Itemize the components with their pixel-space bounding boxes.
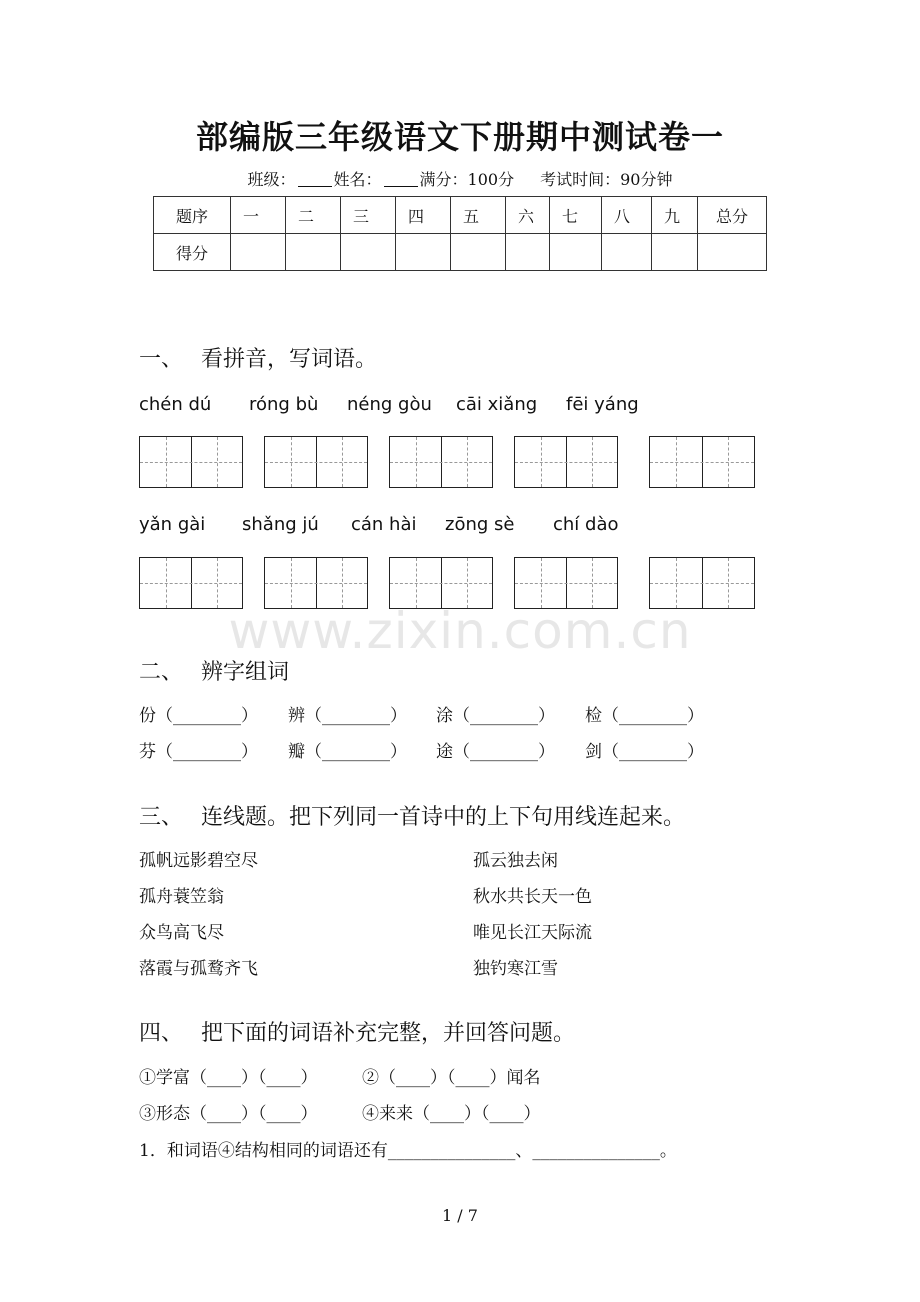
section2-heading (139, 655, 289, 686)
writing-grid[interactable] (649, 436, 755, 488)
section-title: 连线题。把下列同一首诗中的上下句用线连起来。 (201, 805, 686, 830)
score-cell[interactable] (506, 234, 550, 271)
page-title: 部编版三年级语文下册期中测试卷一 (195, 118, 724, 156)
name-blank (384, 172, 418, 187)
page-number: 1 / 7 (442, 1206, 478, 1225)
word-item: 途（________） (436, 742, 555, 762)
section-title: 把下面的词语补充完整，并回答问题。 (201, 1021, 576, 1046)
idiom-item: ①学富（____）（____） (139, 1068, 318, 1088)
score-table (153, 196, 767, 271)
score-cell[interactable] (451, 234, 506, 271)
poem-line-left[interactable]: 孤舟蓑笠翁 (139, 887, 224, 907)
writing-grid[interactable] (139, 436, 243, 488)
writing-grid[interactable] (264, 436, 368, 488)
word-item: 检（________） (585, 706, 704, 726)
score-table-score-row (154, 234, 767, 271)
writing-grid[interactable] (389, 436, 493, 488)
poem-line-left[interactable]: 落霞与孤鹜齐飞 (139, 959, 258, 979)
poem-line-left[interactable]: 众鸟高飞尽 (139, 923, 224, 943)
score-header-cell: 五 (451, 197, 506, 234)
score-header-cell: 四 (396, 197, 451, 234)
score-header-cell: 题序 (154, 197, 231, 234)
section-number: 二、 (139, 660, 184, 685)
question-1: 1．和词语④结构相同的词语还有_______________、_______________。 (139, 1141, 677, 1161)
score-cell[interactable] (396, 234, 451, 271)
poem-line-left[interactable]: 孤帆远影碧空尽 (139, 851, 258, 871)
score-header-cell: 七 (550, 197, 602, 234)
score-cell[interactable] (652, 234, 698, 271)
score-header-cell: 三 (341, 197, 396, 234)
class-blank (298, 172, 332, 187)
score-cell[interactable] (341, 234, 396, 271)
score-header-cell: 总分 (698, 197, 767, 234)
idiom-item: ②（____）（____）闻名 (362, 1068, 541, 1088)
pinyin-label: róng bù (249, 394, 319, 415)
word-item: 瓣（________） (288, 742, 407, 762)
name-label: 姓名： (333, 170, 382, 189)
section1-heading (139, 342, 377, 373)
section-title: 辨字组词 (201, 660, 290, 685)
score-header-cell: 二 (286, 197, 341, 234)
writing-grid[interactable] (514, 436, 618, 488)
idiom-item: ④来来（____）（____） (362, 1104, 541, 1124)
poem-line-right[interactable]: 孤云独去闲 (473, 851, 558, 871)
watermark: www.zixin.com.cn (228, 602, 692, 660)
poem-line-right[interactable]: 独钓寒江雪 (473, 959, 558, 979)
score-header-cell: 一 (231, 197, 286, 234)
score-cell[interactable] (698, 234, 767, 271)
score-cell[interactable] (602, 234, 652, 271)
pinyin-label: fēi yáng (566, 394, 639, 415)
class-label: 班级： (247, 170, 296, 189)
full-score: 满分：100分 (419, 170, 515, 189)
pinyin-label: yǎn gài (139, 514, 206, 535)
word-item: 份（________） (139, 706, 258, 726)
section-number: 四、 (139, 1021, 184, 1046)
word-item: 辨（________） (288, 706, 407, 726)
section4-heading (139, 1016, 575, 1047)
score-table-header-row (154, 197, 767, 234)
section3-heading (139, 800, 685, 831)
score-header-cell: 六 (506, 197, 550, 234)
score-row-label: 得分 (154, 234, 231, 271)
pinyin-label: chí dào (553, 514, 619, 535)
section-title: 看拼音，写词语。 (201, 347, 378, 372)
exam-info (0, 167, 920, 190)
pinyin-label: cāi xiǎng (456, 394, 538, 415)
word-item: 剑（________） (585, 742, 704, 762)
pinyin-label: chén dú (139, 394, 212, 415)
word-item: 涂（________） (436, 706, 555, 726)
score-cell[interactable] (550, 234, 602, 271)
section-number: 一、 (139, 347, 184, 372)
section-number: 三、 (139, 805, 184, 830)
score-cell[interactable] (231, 234, 286, 271)
score-cell[interactable] (286, 234, 341, 271)
score-header-cell: 八 (602, 197, 652, 234)
pinyin-label: cán hài (351, 514, 417, 535)
word-item: 芬（________） (139, 742, 258, 762)
idiom-item: ③形态（____）（____） (139, 1104, 318, 1124)
pinyin-label: zōng sè (445, 514, 515, 535)
exam-time: 考试时间：90分钟 (540, 170, 673, 189)
pinyin-label: néng gòu (347, 394, 432, 415)
poem-line-right[interactable]: 唯见长江天际流 (473, 923, 592, 943)
pinyin-label: shǎng jú (242, 514, 319, 535)
score-header-cell: 九 (652, 197, 698, 234)
poem-line-right[interactable]: 秋水共长天一色 (473, 887, 592, 907)
